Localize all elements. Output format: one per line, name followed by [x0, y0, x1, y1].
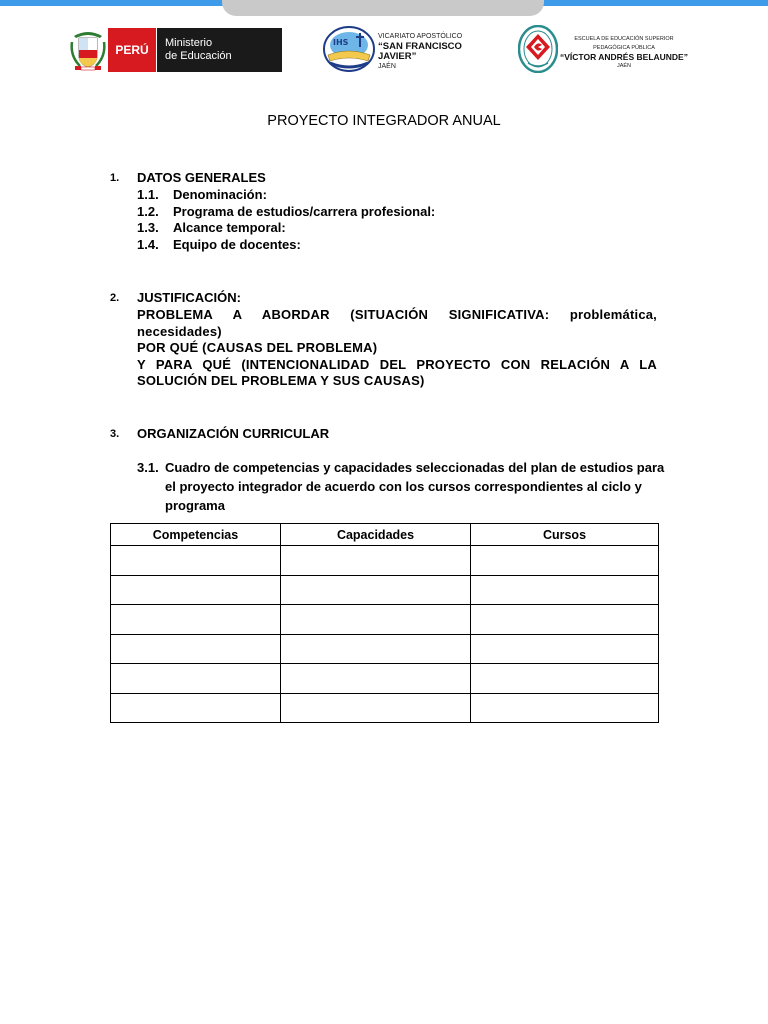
- table-cell: [111, 664, 281, 694]
- top-accent-tab: [222, 0, 544, 16]
- section-1-item: [137, 187, 267, 202]
- section-1-number: 1.: [110, 172, 120, 184]
- item-label: Equipo de docentes:: [173, 237, 301, 252]
- justification-purpose: Y PARA QUÉ (INTENCIONALIDAD DEL PROYECTO CON RELACIÓN A LA SOLUCIÓN DEL PROBLEMA Y SUS CAUSAS): [137, 356, 657, 388]
- item-label: Alcance temporal:: [173, 220, 286, 235]
- table-row: [111, 546, 659, 576]
- table-cell: [111, 546, 281, 576]
- escuela-emblem-icon: [518, 25, 558, 73]
- section-2-number: 2.: [110, 292, 120, 304]
- escuela-logo: [518, 25, 688, 75]
- section-3-number: 3.: [110, 428, 120, 440]
- table-cell: [111, 634, 281, 664]
- table-cell: [281, 546, 471, 576]
- justification-why: POR QUÉ (CAUSAS DEL PROBLEMA): [137, 340, 378, 355]
- section-3-heading: ORGANIZACIÓN CURRICULAR: [137, 426, 330, 441]
- vicariato-line-2: “SAN FRANCISCO JAVIER”: [378, 41, 462, 62]
- competencias-table: [110, 523, 659, 723]
- section-1-item: [137, 204, 435, 219]
- item-label: Programa de estudios/carrera profesional:: [173, 204, 436, 219]
- column-header-capacidades: Capacidades: [281, 524, 471, 546]
- justification-problem: PROBLEMA A ABORDAR (SITUACIÓN SIGNIFICATIVA: problemática, necesidades): [137, 307, 657, 339]
- item-number: 1.4.: [137, 237, 159, 252]
- column-header-cursos: Cursos: [471, 524, 659, 546]
- table-cell: [471, 693, 659, 723]
- ministerio-line-1: Ministerio: [165, 37, 213, 49]
- vicariato-line-3: JAÉN: [378, 63, 396, 70]
- subsection-number: 3.1.: [137, 460, 159, 475]
- ministerio-logo: [70, 28, 282, 72]
- table-cell: [111, 605, 281, 635]
- table-cell: [471, 634, 659, 664]
- section-1-item: [137, 237, 301, 252]
- vicariato-logo: [322, 25, 502, 75]
- table-row: [111, 575, 659, 605]
- table-cell: [471, 664, 659, 694]
- item-number: 1.3.: [137, 220, 159, 235]
- escuela-line-3: JAÉN: [616, 63, 632, 69]
- subsection-text: Cuadro de competencias y capacidades seleccionadas del plan de estudios para el proyecto integrador de acuerdo con los cursos correspondientes al ciclo y programa: [165, 460, 665, 513]
- vicariato-emblem-icon: [322, 25, 376, 73]
- table-cell: [471, 605, 659, 635]
- subsection-3-1: [137, 458, 667, 515]
- ministerio-label: [156, 28, 282, 72]
- ihs-mark: IHS: [333, 38, 349, 47]
- item-label: Denominación:: [173, 187, 267, 202]
- item-number: 1.1.: [137, 187, 159, 202]
- table-cell: [111, 693, 281, 723]
- table-cell: [471, 546, 659, 576]
- table-cell: [471, 575, 659, 605]
- ministerio-line-2: de Educación: [165, 50, 232, 62]
- section-1-item: [137, 220, 286, 235]
- table-cell: [281, 664, 471, 694]
- table-row: [111, 634, 659, 664]
- escuela-line-2: “VÍCTOR ANDRÉS BELAUNDE”: [560, 52, 688, 62]
- table-row: [111, 664, 659, 694]
- document-title: PROYECTO INTEGRADOR ANUAL: [267, 113, 501, 129]
- peru-label: PERÚ: [108, 28, 156, 72]
- table-cell: [111, 575, 281, 605]
- table-cell: [281, 575, 471, 605]
- escuela-line-1: ESCUELA DE EDUCACIÓN SUPERIOR PEDAGÓGICA PÚBLICA: [574, 36, 674, 51]
- column-header-competencias: Competencias: [111, 524, 281, 546]
- table-cell: [281, 634, 471, 664]
- table-row: [111, 605, 659, 635]
- table-header-row: [111, 524, 659, 546]
- section-1-heading: DATOS GENERALES: [137, 170, 266, 185]
- vicariato-line-1: VICARIATO APOSTÓLICO: [378, 33, 463, 40]
- vicariato-text: [378, 32, 502, 72]
- table-cell: [281, 605, 471, 635]
- table-cell: [281, 693, 471, 723]
- table-row: [111, 693, 659, 723]
- justification-body: [137, 307, 657, 390]
- peru-coat-of-arms-icon: [70, 28, 106, 72]
- item-number: 1.2.: [137, 204, 159, 219]
- escuela-text: [560, 35, 688, 71]
- section-2-heading: JUSTIFICACIÓN:: [137, 290, 241, 305]
